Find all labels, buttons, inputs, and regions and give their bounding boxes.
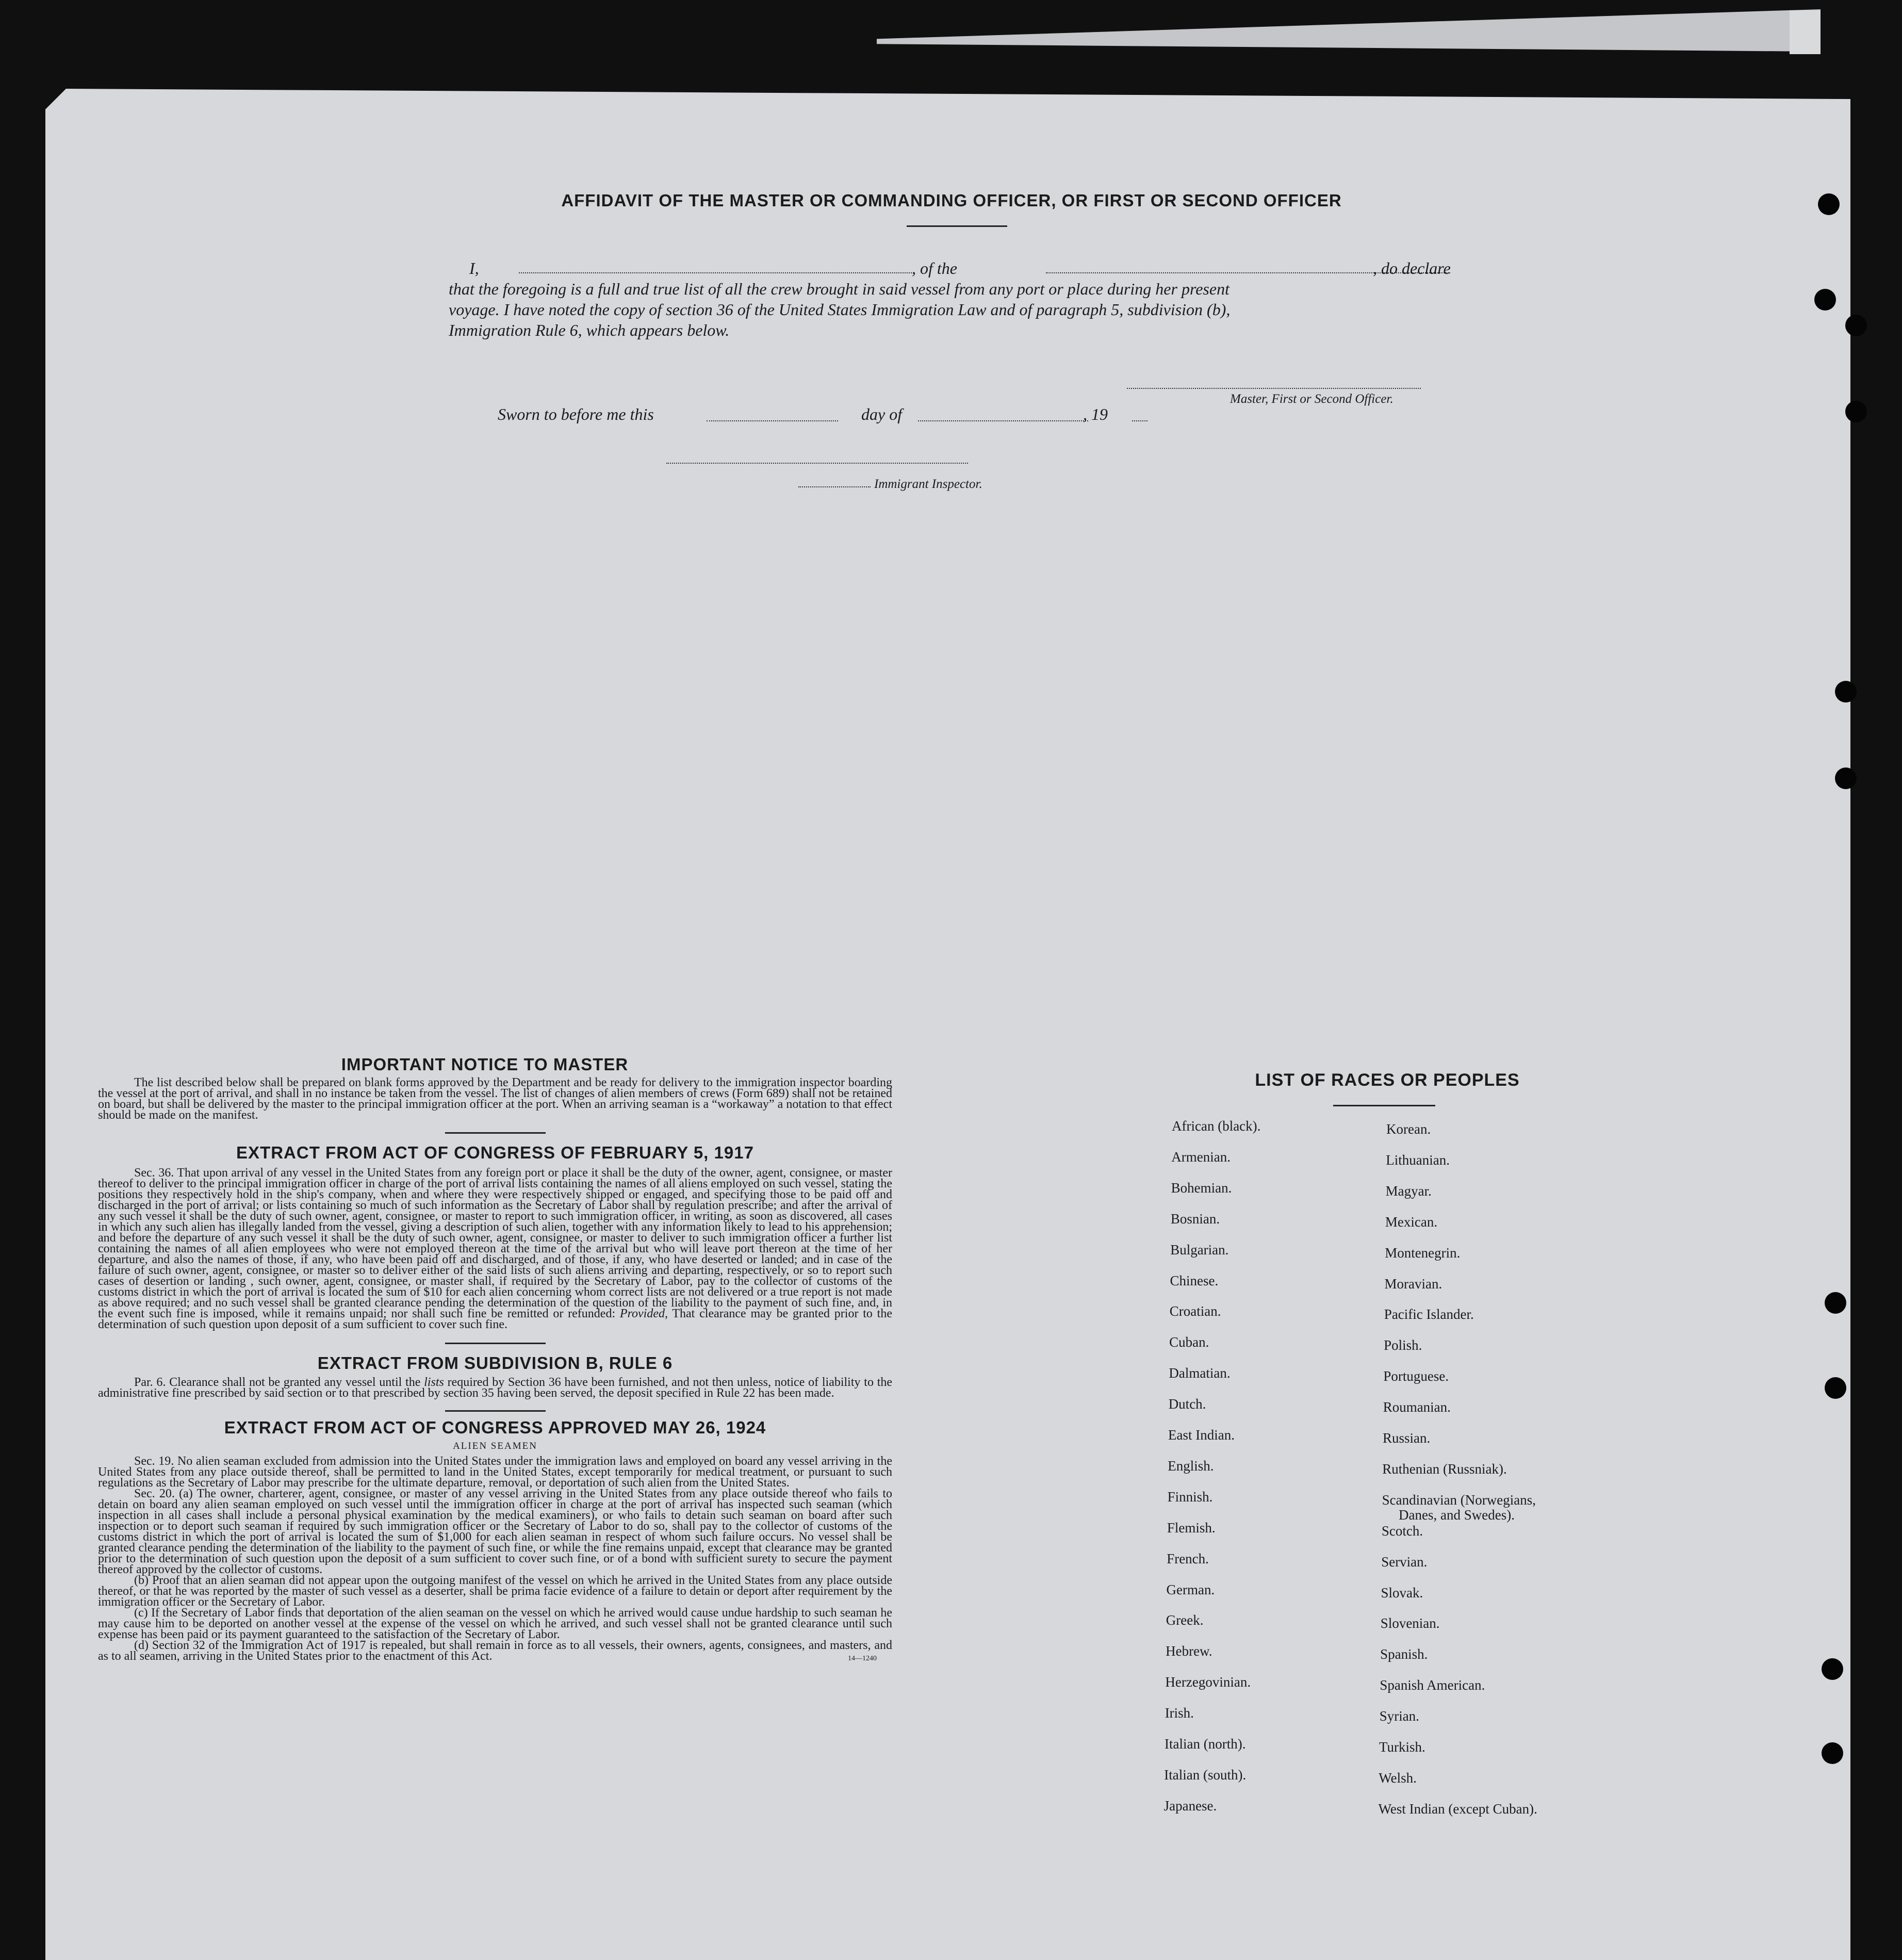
race-item-right: Syrian.: [1379, 1708, 1419, 1724]
affidavit-i: I,: [469, 259, 479, 277]
race-item-right: Russian.: [1383, 1430, 1431, 1446]
punch-hole: [1845, 315, 1867, 336]
races-title: LIST OF RACES OR PEOPLES: [1255, 1070, 1520, 1090]
race-item-left: French.: [1167, 1550, 1209, 1566]
affidavit-do-declare: , do declare: [1373, 259, 1451, 277]
race-item-left: Bulgarian.: [1170, 1242, 1229, 1257]
year-blank: [1132, 420, 1147, 421]
race-item-right: Ruthenian (Russniak).: [1382, 1461, 1507, 1477]
punch-hole: [1845, 401, 1867, 422]
sec20b-text: (b) Proof that an alien seaman did not appear upon the outgoing manifest of the vessel on which he arrived in the United States from any place outside thereof, or that he was reported by the master of such vessel as a deserter, shall be prima facie evidence of a failure to detain or deport after requirement by the immigration officer or the Secretary of Labor.: [98, 1574, 892, 1609]
race-item-right: Servian.: [1381, 1554, 1428, 1570]
race-item-right: Slovak.: [1381, 1585, 1423, 1600]
provided-word: Provided,: [619, 1307, 668, 1320]
race-item-right: Lithuanian.: [1386, 1152, 1450, 1168]
affidavit-line-2: that the foregoing is a full and true list of all the crew brought in said vessel from any port or place during her present: [449, 280, 1229, 298]
affidavit-statement: [449, 258, 1470, 340]
affidavit-title: AFFIDAVIT OF THE MASTER OR COMMANDING OFFICER, OR FIRST OR SECOND OFFICER: [561, 191, 1342, 210]
sec20d-text: (d) Section 32 of the Immigration Act of 1917 is repealed, but shall remain in force as to all vessels, their owners, agents, consignees, and masters, and as to all seamen, arriving in the United States prior to the enactment of this Act.: [98, 1639, 892, 1663]
document-page: [45, 89, 1850, 1960]
extract-1924-title: EXTRACT FROM ACT OF CONGRESS APPROVED MAY 26, 1924: [224, 1418, 766, 1437]
race-item-left: Italian (south).: [1164, 1767, 1247, 1783]
race-item-left: African (black).: [1172, 1118, 1261, 1134]
officer-caption: Master, First or Second Officer.: [1230, 392, 1393, 406]
race-item-left: Greek.: [1166, 1612, 1204, 1628]
race-item-right: Slovenian.: [1380, 1615, 1440, 1631]
section-36-proviso: That clearance may be granted prior to the determination of such question upon deposit of a sum sufficient to cover such fine.: [98, 1307, 892, 1331]
notice-text: The list described below shall be prepared on blank forms approved by the Department and be ready for delivery to the immigration inspector boarding the vessel at the port of arrival, and shall in no instance be taken from the vessel. The list of changes of alien members of crews (Form 689) shall not be retained on board, but shall be delivered by the master to the principal immigration officer at the port. When an arriving seaman is a “workaway” a notation to that effect should be made on the manifest.: [98, 1076, 892, 1122]
background-paper-strip: [877, 9, 1821, 52]
par6-text-a: Par. 6. Clearance shall not be granted any vessel until the: [134, 1376, 421, 1389]
affidavit-line-4: Immigration Rule 6, which appears below.: [449, 321, 730, 339]
race-item-right: Montenegrin.: [1385, 1245, 1461, 1261]
lists-word: lists: [424, 1376, 444, 1389]
race-item-right: West Indian (except Cuban).: [1378, 1801, 1537, 1817]
officer-signature-line: [1127, 388, 1421, 389]
race-item-right: Scandinavian (Norwegians,: [1382, 1492, 1536, 1508]
extract-1917-text: [98, 1168, 892, 1330]
race-item-right: Korean.: [1386, 1121, 1431, 1137]
sec20c-text: (c) If the Secretary of Labor finds that deportation of the alien seaman on the vessel on which he arrived would cause undue hardship to such seaman he may cause him to be deported on another vessel at the expense of the vessel on which he arrived, and such vessel shall not be granted clearance until such expense has been paid or its payment guaranteed to the satisfaction of the Secretary of Labor.: [98, 1606, 892, 1641]
race-item-right: Portuguese.: [1383, 1368, 1449, 1384]
race-item-left: Flemish.: [1167, 1520, 1216, 1536]
affidavit-line-3: voyage. I have noted the copy of section 36 of the United States Immigration Law and of paragraph 5, subdivision (b),: [449, 300, 1231, 319]
divider: [445, 1343, 546, 1344]
inspector-prefix-line: [798, 486, 871, 487]
punch-hole: [1825, 1292, 1846, 1314]
race-item-right: Roumanian.: [1383, 1399, 1451, 1415]
race-item-left: Croatian.: [1169, 1303, 1221, 1319]
year-text: , 19: [1083, 405, 1108, 423]
race-item-right: Mexican.: [1385, 1214, 1438, 1230]
punch-hole: [1822, 1742, 1843, 1764]
extract-1917-title: EXTRACT FROM ACT OF CONGRESS OF FEBRUARY 5, 1917: [236, 1143, 754, 1162]
form-number: 14—1240: [848, 1655, 877, 1662]
race-item-right: Magyar.: [1385, 1183, 1432, 1199]
divider: [445, 1410, 546, 1412]
par6-text-b: required by Section 36 have been furnished, and not then unless, notice of liability to the administrative fine prescribed by said section or to that prescribed by section 35 having been served, the deposit specified in Rule 22 has been made.: [98, 1376, 893, 1400]
section-36-text: Sec. 36. That upon arrival of any vessel in the United States from any foreign port or place it shall be the duty of the owner, agent, consignee, or master thereof to deliver to the principal immigration officer in charge of the port of arrival lists containing the names of all aliens employed on such vessel, stating the positions they respectively hold in the ship's company, when and where they were respectively shipped or engaged, and specifying those to be paid off and discharged in the port of arrival; or lists containing so much of such information as the Secretary of Labor shall by regulation prescribe; and after the arrival of any such vessel it shall be the duty of such owner, agent, consignee, or master to report to such immigration officer, in writing, as soon as discovered, all cases in which any such alien has illegally landed from the vessel, giving a description of such alien, together with any information likely to lead to his apprehension; and before the departure of any such vessel it shall be the duty of such owner, agent, consignee, or master to deliver to such immigration officer a further list containing the names of all alien employees who were not employed thereon at the time of the arrival but who will leave port thereon at the time of her departure, and also the names of those, if any, who have been paid off and discharged, and of those, if any, who have deserted or landed; and in case of the failure of such owner, agent, consignee, or master so to deliver either of the said lists of such aliens arriving and departing, respectively, or so to report such cases of desertion or landing , such owner, agent, consignee, or master shall, if required by the Secretary of Labor, pay to the collector of customs of the customs district in which the port of arrival is located the sum of $10 for each alien concerning whom correct lists are not delivered or a true report is not made as above required; and no such vessel shall be granted clearance pending the determination of the question of the liability to the payment of such fine, and, in the event such fine is imposed, while it remains unpaid; nor shall such fine be remitted or refunded:: [98, 1166, 892, 1320]
punch-hole: [1814, 289, 1836, 311]
race-item-left: Finnish.: [1167, 1489, 1213, 1505]
race-item-left: Hebrew.: [1166, 1643, 1212, 1659]
race-item-left: Bohemian.: [1171, 1180, 1232, 1196]
sworn-line: [498, 405, 1168, 426]
title-divider: [907, 225, 1007, 227]
race-item-left: Dutch.: [1168, 1396, 1206, 1412]
race-item-right: Spanish.: [1380, 1646, 1428, 1662]
rule6-text: [98, 1377, 892, 1399]
race-item-left: Bosnian.: [1170, 1211, 1220, 1227]
background-paper-edge: [1790, 10, 1821, 54]
race-item-left: Chinese.: [1170, 1272, 1219, 1288]
name-blank: [519, 272, 912, 273]
rule6-title: EXTRACT FROM SUBDIVISION B, RULE 6: [317, 1353, 673, 1373]
race-item-left: Japanese.: [1163, 1798, 1217, 1814]
race-scandinavian-continued: Danes, and Swedes).: [1399, 1507, 1515, 1523]
sec19-text: Sec. 19. No alien seaman excluded from admission into the United States under the immigration laws and employed on board any vessel arriving in the United States from any place outside thereof, shall be permitted to land in the United States, except temporarily for medical treatment, or pursuant to such regulations as the Secretary of Labor may prescribe for the ultimate departure, removal, or deportation of such alien from the United States.: [98, 1455, 892, 1490]
race-item-right: Welsh.: [1379, 1770, 1417, 1786]
day-blank: [707, 420, 838, 421]
race-item-left: Cuban.: [1169, 1334, 1209, 1350]
punch-hole: [1822, 1658, 1843, 1680]
divider: [445, 1132, 546, 1134]
race-item-left: Irish.: [1165, 1705, 1194, 1721]
race-item-right: Turkish.: [1379, 1739, 1425, 1755]
race-item-left: Herzegovinian.: [1165, 1674, 1251, 1690]
race-item-right: Polish.: [1384, 1337, 1422, 1353]
race-item-left: Dalmatian.: [1169, 1365, 1231, 1381]
race-item-left: Italian (north).: [1165, 1736, 1246, 1752]
race-item-right: Spanish American.: [1380, 1677, 1485, 1693]
races-divider: [1333, 1105, 1435, 1106]
affidavit-line-1: [449, 258, 1470, 279]
affidavit-of-the: , of the: [912, 259, 957, 277]
sec20a-text: Sec. 20. (a) The owner, charterer, agent, consignee, or master of any vessel arriving in the United States from any place outside thereof who fails to detain on board any alien seaman employed on such vessel until the immigration officer in charge at the port of arrival has inspected such seaman (which inspection in all cases shall include a personal physical examination by the medical examiners), or who fails to detain such seaman on board after such inspection or to deport such seaman if required by such immigration officer or the Secretary of Labor to do so, shall pay to the collector of customs of the customs district in which the port of arrival is located the sum of $1,000 for each alien seaman in respect of whom such failure occurs. No vessel shall be granted clearance pending the determination of the liability to the payment of such fine, or while the fine remains unpaid, except that clearance may be granted prior to the determination of such question upon the deposit of a sum sufficient to cover such fine, or of a bond with sufficient surety to secure the payment thereof approved by the collector of customs.: [98, 1487, 892, 1576]
punch-hole: [1818, 193, 1840, 215]
race-item-right: Pacific Islander.: [1384, 1306, 1474, 1322]
day-of-text: day of: [861, 405, 903, 423]
race-item-left: German.: [1166, 1581, 1215, 1597]
race-item-left: East Indian.: [1168, 1427, 1235, 1443]
race-item-right: Moravian.: [1384, 1276, 1442, 1292]
race-item-right: Scotch.: [1381, 1523, 1423, 1539]
inspector-caption: Immigrant Inspector.: [874, 477, 982, 491]
race-item-left: Armenian.: [1171, 1149, 1231, 1165]
sworn-text: Sworn to before me this: [498, 405, 654, 423]
month-blank: [918, 420, 1088, 421]
punch-hole: [1825, 1377, 1846, 1399]
punch-hole: [1835, 767, 1857, 789]
punch-hole: [1835, 681, 1857, 703]
left-column: [98, 1055, 892, 1663]
race-item-left: English.: [1168, 1458, 1214, 1474]
inspector-signature-line: [666, 463, 968, 464]
alien-seamen-subtitle: ALIEN SEAMEN: [453, 1441, 537, 1451]
notice-title: IMPORTANT NOTICE TO MASTER: [341, 1055, 629, 1074]
